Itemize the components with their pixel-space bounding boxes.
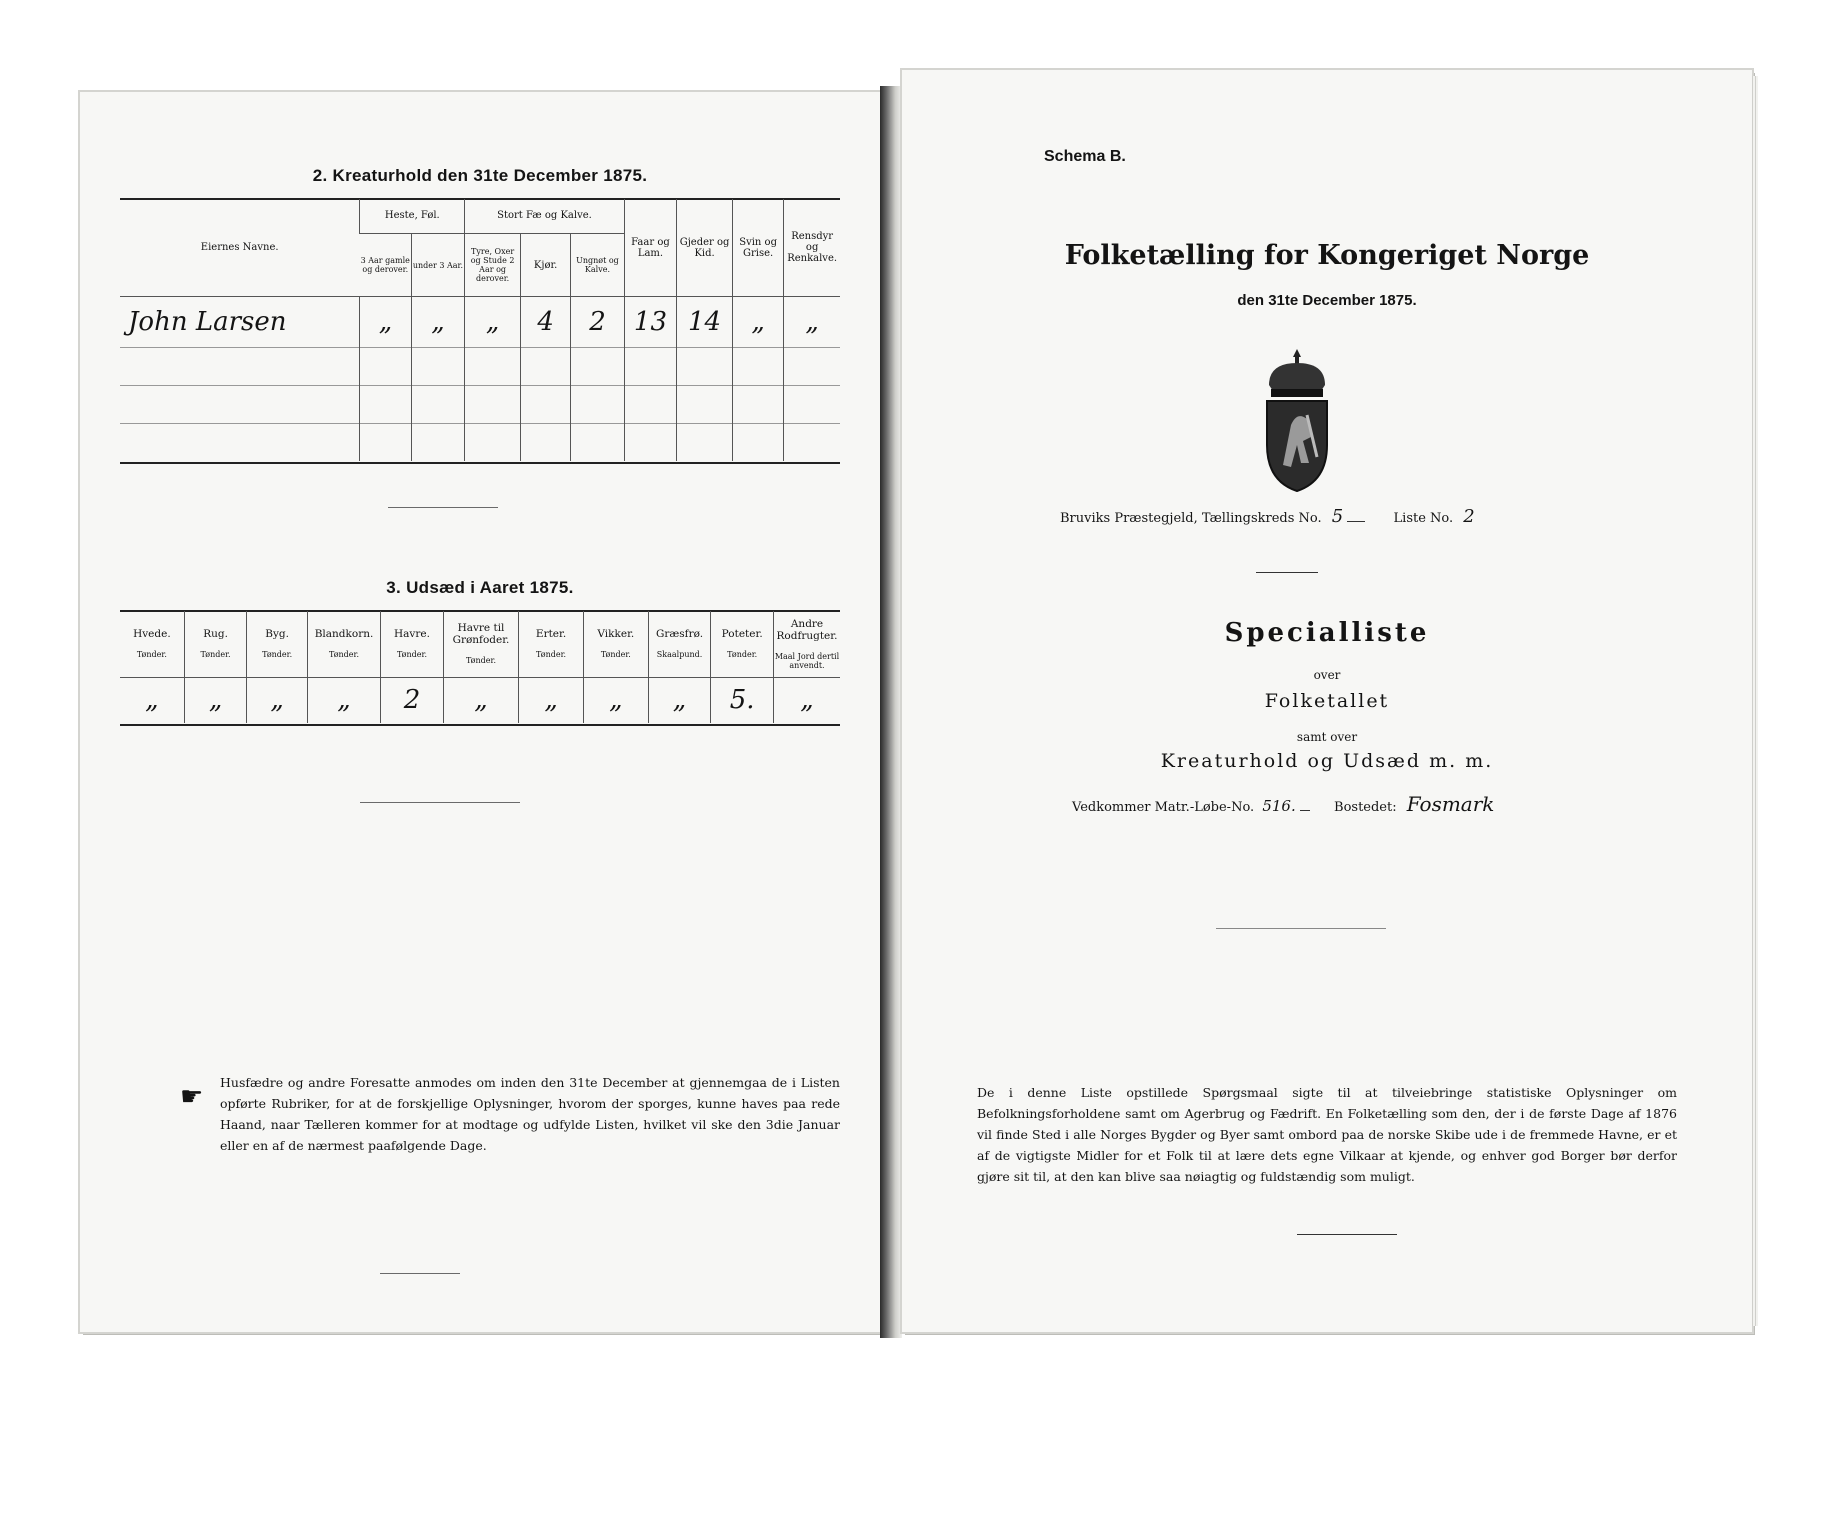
sowing-col-name: Erter. — [535, 628, 567, 641]
heste-3aar-header: 3 Aar gamle og derover. — [360, 256, 410, 275]
kreaturhold-line: Kreaturhold og Udsæd m. m. — [1160, 750, 1494, 772]
bosted-value: Fosmark — [1406, 792, 1495, 816]
gjeder-header: Gjeder og Kid. — [677, 199, 733, 297]
section3-title: 3. Udsæd i Aaret 1875. — [386, 578, 574, 597]
sowing-col-header — [184, 611, 247, 677]
sowing-col-unit: Tønder. — [600, 650, 631, 660]
stort-fae-group-header: Stort Fæ og Kalve. — [465, 199, 625, 233]
faar-header: Faar og Lam. — [624, 199, 676, 297]
sowing-col-header — [443, 611, 518, 677]
footer-rule — [380, 1273, 460, 1274]
sowing-col-name: Poteter. — [721, 628, 763, 641]
separator-rule-2 — [360, 802, 520, 803]
sowing-value: „ — [583, 677, 648, 723]
district-label: Tællingskreds No. — [1201, 511, 1322, 526]
census-spread — [80, 70, 1760, 1350]
tyre-header: Tyre, Oxer og Stude 2 Aar og derover. — [465, 233, 521, 296]
sowing-value: „ — [247, 677, 308, 723]
over-label: over — [1313, 668, 1341, 682]
heste-group-header: Heste, Føl. — [360, 199, 465, 233]
sowing-value: „ — [443, 677, 518, 723]
specialliste-title: Specialliste — [1224, 618, 1430, 648]
table-bottom-rule — [120, 462, 840, 464]
sowing-col-unit: Skaalpund. — [656, 650, 703, 660]
table-row — [120, 677, 840, 723]
sowing-value: 5. — [711, 677, 774, 723]
sowing-bottom-rule — [120, 724, 840, 726]
sowing-col-header — [307, 611, 380, 677]
sowing-value: „ — [184, 677, 247, 723]
sowing-value: „ — [774, 677, 841, 723]
sowing-col-name: Andre Rodfrugter. — [776, 617, 838, 642]
cell-faar: 13 — [624, 297, 676, 348]
matr-no: 516. — [1262, 797, 1296, 815]
rensdyr-header: Rensdyr og Renkalve. — [784, 199, 840, 297]
sowing-value: „ — [519, 677, 584, 723]
sowing-value: 2 — [381, 677, 444, 723]
matr-label: Vedkommer Matr.-Løbe-No. — [1072, 800, 1255, 815]
table-row — [120, 347, 840, 385]
list-label: Liste No. — [1393, 511, 1454, 526]
table-row — [120, 385, 840, 423]
norway-coat-of-arms-icon — [1257, 345, 1337, 495]
heste-under-header: under 3 Aar. — [411, 233, 465, 296]
mid-rule — [1216, 928, 1386, 929]
sowing-col-name: Blandkorn. — [314, 628, 374, 641]
kjor-header: Kjør. — [521, 233, 571, 296]
title-rule — [1256, 572, 1318, 573]
book-spine — [880, 86, 902, 1338]
cell-svin: „ — [732, 297, 783, 348]
district-no: 5 — [1331, 506, 1344, 527]
sowing-col-unit: Tønder. — [262, 650, 293, 660]
right-page — [902, 70, 1752, 1332]
sowing-col-header — [711, 611, 774, 677]
sowing-col-unit: Tønder. — [329, 650, 360, 660]
pointing-hand-icon: ☛ — [180, 1082, 204, 1112]
left-page — [80, 92, 880, 1332]
sowing-col-unit: Maal Jord dertil anvendt. — [774, 651, 840, 670]
explanation-text: De i denne Liste opstillede Spørgsmaal sigte til at tilveiebringe statistiske Oplysninger om Befolkningsforholdene samt om Agerbrug og Fædrift. En Folketælling som den, der i de første Dage af 1876 vil finde Sted i alle Norges Bygder og Byer samt ombord paa de norske Skibe ude i de fremmede Havne, er et af de vigtigste Midler for et Folk til at lære dets egne Vilkaar at kjende, og enhver god Borger bør derfor gjøre sit til, at den kan blive saa nøiagtig og fuldstændig som muligt. — [977, 1085, 1677, 1184]
table-row — [120, 423, 840, 461]
sowing-col-header — [120, 611, 184, 677]
sowing-col-unit: Tønder. — [536, 650, 567, 660]
owner-header: Eiernes Navne. — [200, 242, 279, 254]
sowing-col-name: Vikker. — [597, 628, 635, 641]
cell-tyre: „ — [465, 297, 521, 348]
instruction-note: Husfædre og andre Foresatte anmodes om inden den 31te December at gjennemgaa de i Listen opførte Rubriker, for at de forskjellige Oplysninger, hvorom der sporges, kunne haves paa rede Haand, naar Tælleren kommer for at modtage og udfylde Listen, hvilket vil ske den 3die Januar eller en af de nærmest paafølgende Dage. — [220, 1075, 840, 1153]
ungnot-header: Ungnøt og Kalve. — [571, 233, 625, 296]
livestock-table — [120, 199, 840, 461]
sowing-col-header — [648, 611, 711, 677]
list-no: 2 — [1463, 506, 1475, 527]
sowing-col-header — [247, 611, 308, 677]
cell-kjor: 4 — [521, 297, 571, 348]
end-rule — [1297, 1234, 1397, 1235]
sowing-value: „ — [307, 677, 380, 723]
table-row — [120, 297, 840, 348]
parish-label: Bruviks Præstegjeld, — [1060, 511, 1198, 526]
section2-title: 2. Kreaturhold den 31te December 1875. — [312, 166, 648, 185]
page-edges — [1752, 76, 1758, 1326]
folketallet-label: Folketallet — [1264, 690, 1390, 712]
census-date: den 31te December 1875. — [1237, 292, 1417, 309]
sowing-table — [120, 611, 840, 723]
schema-label: Schema B. — [1044, 148, 1126, 165]
svin-header: Svin og Grise. — [732, 199, 783, 297]
bosted-label: Bostedet: — [1334, 800, 1397, 815]
sowing-col-name: Havre til Grønfoder. — [452, 622, 510, 647]
samt-over-label: samt over — [1296, 730, 1358, 744]
sowing-col-header — [519, 611, 584, 677]
sowing-col-unit: Tønder. — [136, 650, 167, 660]
sowing-col-name: Havre. — [394, 628, 430, 641]
sowing-col-name: Hvede. — [133, 628, 171, 641]
bosted-line — [1072, 792, 1494, 816]
separator-rule — [388, 507, 498, 508]
sowing-col-unit: Tønder. — [727, 650, 758, 660]
sowing-col-name: Rug. — [203, 628, 228, 641]
parish-line — [1060, 506, 1475, 527]
cell-heste-3aar: „ — [360, 297, 411, 348]
cell-ungnot: 2 — [571, 297, 625, 348]
sowing-value: „ — [145, 685, 159, 716]
sowing-col-unit: Tønder. — [396, 650, 427, 660]
cell-rensdyr: „ — [784, 297, 840, 348]
sowing-col-name: Byg. — [265, 628, 289, 641]
sowing-col-header — [583, 611, 648, 677]
cell-gjeder: 14 — [677, 297, 733, 348]
cell-heste-under: „ — [411, 297, 465, 348]
owner-name: John Larsen — [128, 306, 287, 337]
sowing-value: „ — [648, 677, 711, 723]
sowing-col-header — [381, 611, 444, 677]
sowing-col-name: Græsfrø. — [656, 628, 704, 641]
sowing-col-unit: Tønder. — [465, 656, 496, 666]
sowing-col-unit: Tønder. — [200, 650, 231, 660]
page-title: Folketælling for Kongeriget Norge — [1064, 240, 1590, 271]
sowing-col-header — [774, 611, 841, 677]
